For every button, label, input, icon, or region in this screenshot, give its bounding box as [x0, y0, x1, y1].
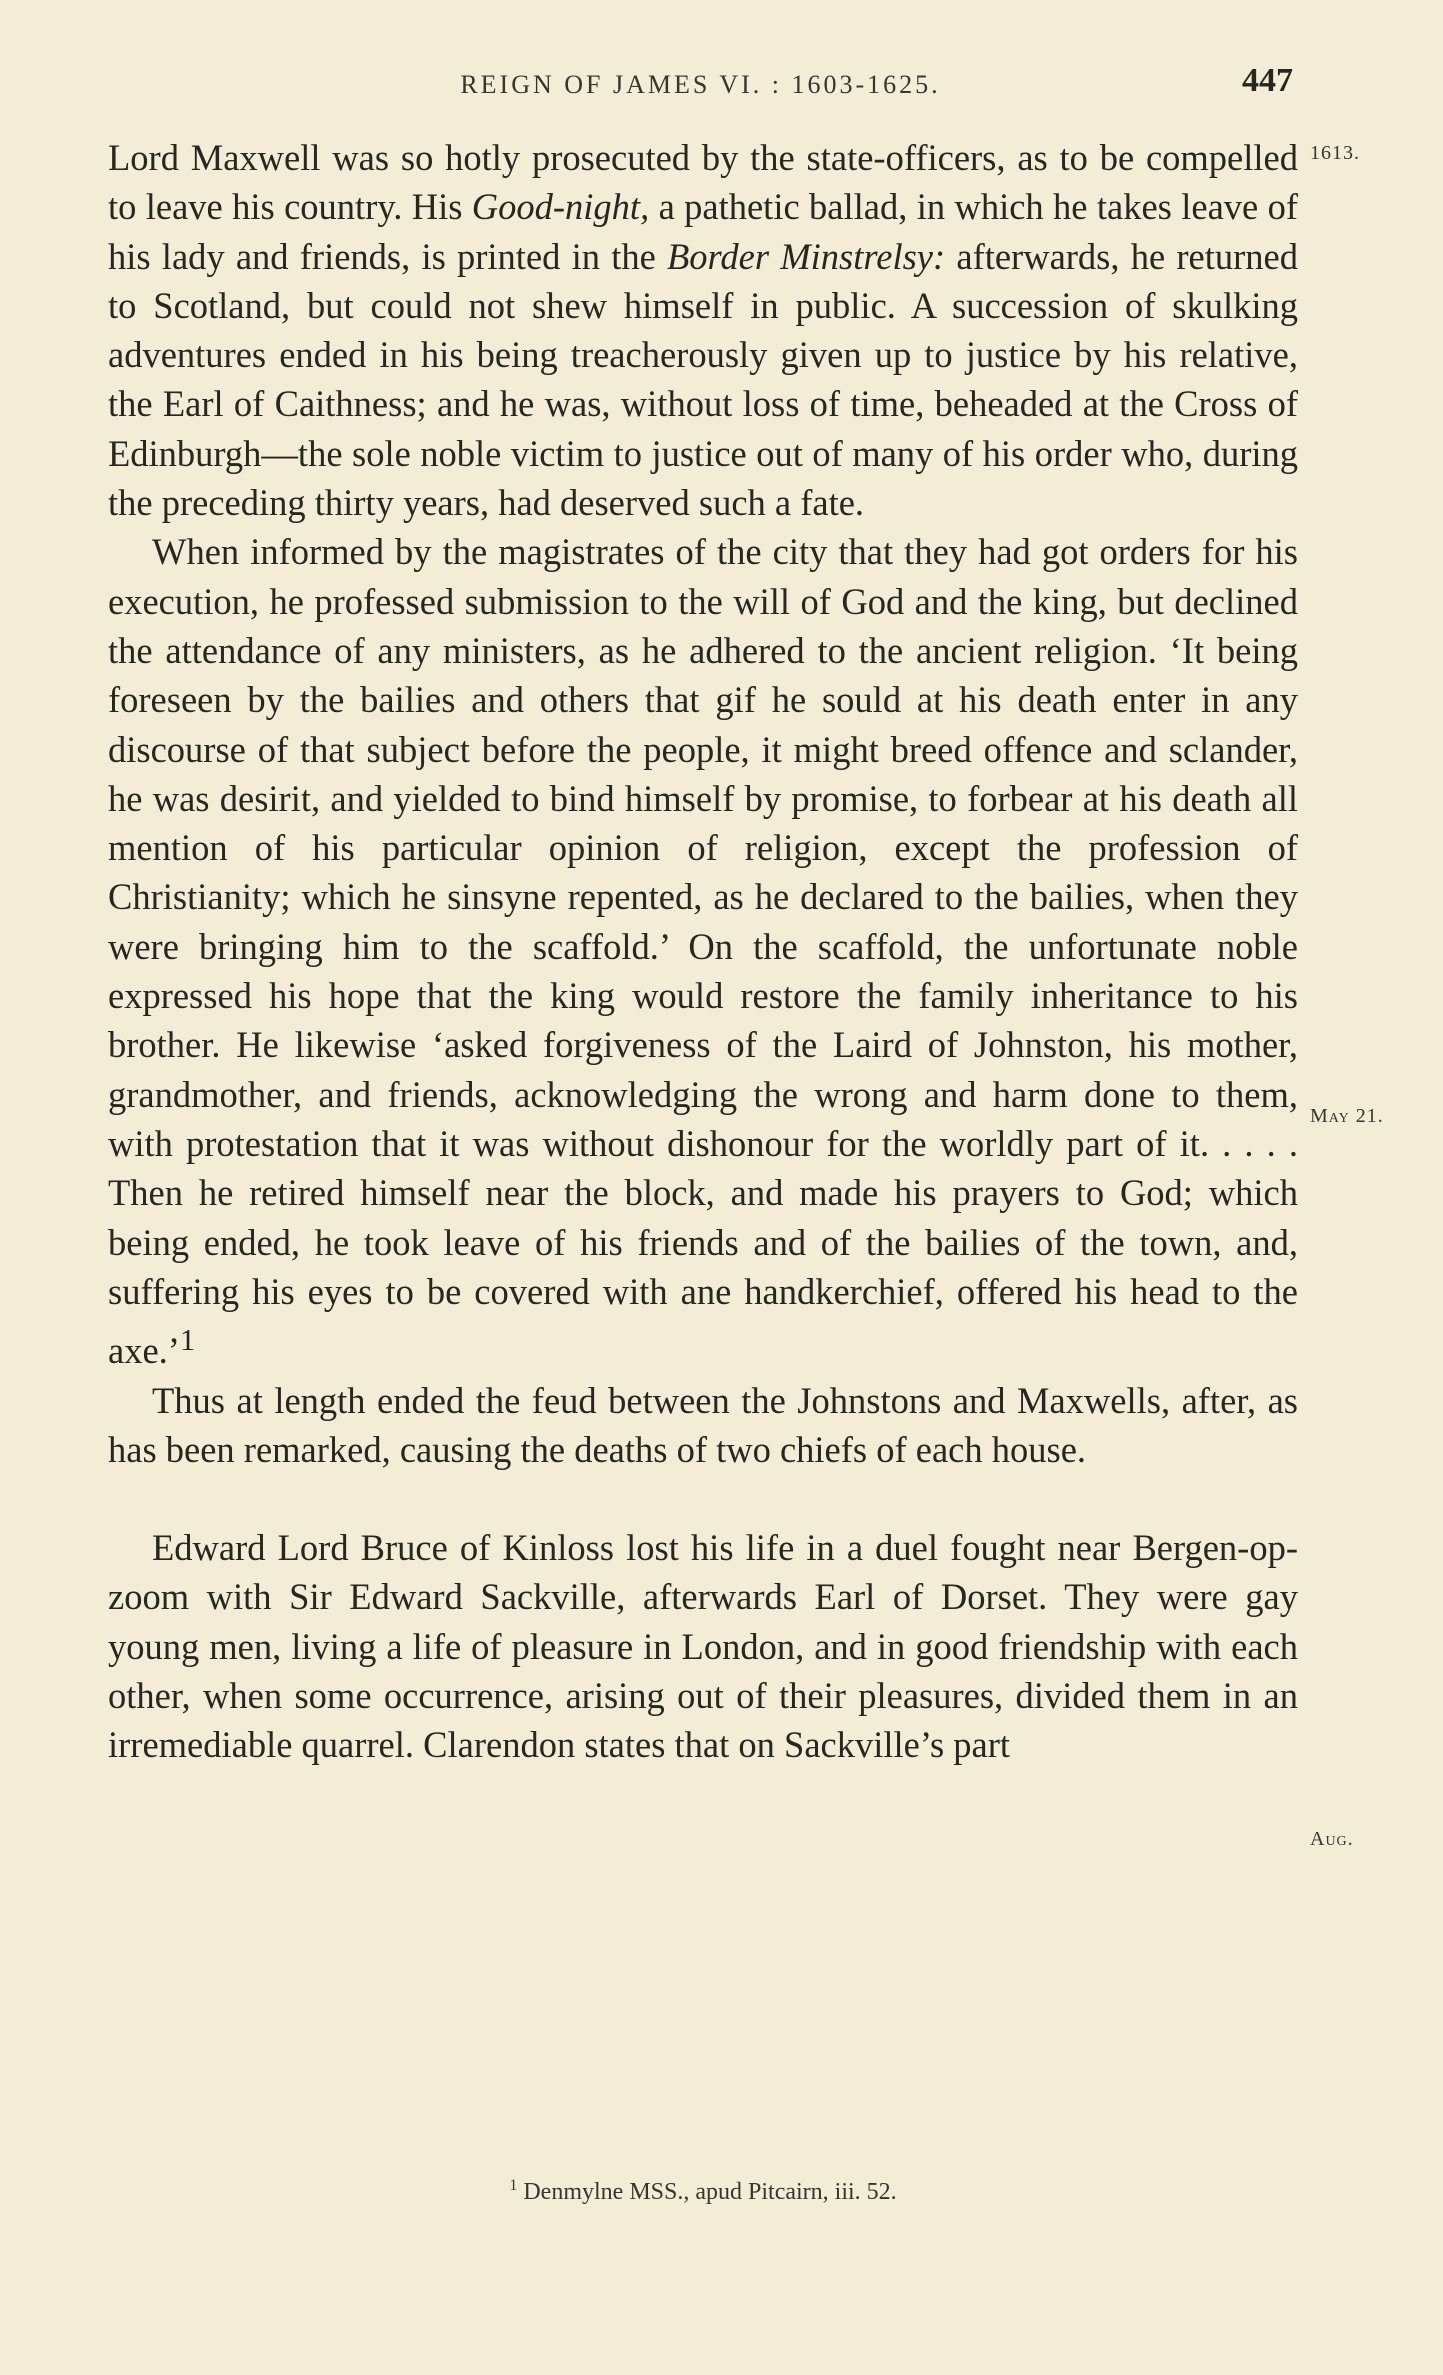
margin-note-year: 1613.	[1310, 142, 1360, 164]
paragraph-2: When informed by the magistrates of the city that they had got orders for his execution, he professed submission to the will of God and the king, but declined the attendance of any ministers, as he adhered to the ancient religion. ‘It being foreseen by the bailies and others that gif he sould at his death enter in any discourse of that subject before the people, it might breed offence and sclander, he was desirit, and yielded to bind himself by promise, to forbear at his death all mention of his particular opinion of religion, except the profession of Christianity; which he sinsyne repented, as he declared to the bailies, when they were bringing him to the scaffold.’ On the scaffold, the unfortunate noble expressed his hope that the king would restore the family inheritance to his brother. He likewise ‘asked forgiveness of the Laird of Johnston, his mother, grandmother, and friends, acknowledging the wrong and harm done to them, with protestation that it was without dishonour for the worldly part of it. . . . . Then he retired himself near the block, and made his prayers to God; which being ended, he took leave of his friends and of the bailies of the town, and, suffering his eyes to be covered with ane handkerchief, offered his head to the axe.’$^1$	[108, 531, 1298, 1372]
footnote	[108, 2177, 1298, 2206]
footnote-text: Denmylne MSS., apud Pitcairn, iii. 52.	[517, 2179, 897, 2205]
paragraph-1: Lord Maxwell was so hotly prosecuted by the state-officers, as to be compelled to leave his country. His Good-night, a pathetic ballad, in which he takes leave of his lady and friends, is printed in the Border Minstrelsy: afterwards, he returned to Scotland, but could not shew himself in public. A succession of skulking adventures ended in his being treacherously given up to justice by his relative, the Earl of Caithness; and he was, without loss of time, beheaded at the Cross of Edinburgh—the sole noble victim to justice out of many of his order who, during the preceding thirty years, had deserved such a fate.	[108, 137, 1298, 524]
running-header	[108, 62, 1293, 112]
margin-note-may: May 21.	[1310, 1105, 1384, 1127]
page-number: 447	[1242, 62, 1293, 99]
running-title: REIGN OF JAMES VI. : 1603-1625.	[460, 70, 941, 99]
footnote-marker: 1	[509, 2177, 518, 2194]
body-text	[108, 133, 1298, 1770]
title-border-minstrelsy: Border Minstrelsy:	[667, 235, 946, 277]
paragraph-3: Thus at length ended the feud between the Johnstons and Maxwells, after, as has been remarked, causing the deaths of two chiefs of each house.	[108, 1379, 1298, 1470]
paragraph-4: Edward Lord Bruce of Kinloss lost his life in a duel fought near Bergen-op-zoom with Sir Edward Sackville, afterwards Earl of Dorset. They were gay young men, living a life of pleasure in London, and in good friendship with each other, when some occurrence, arising out of their pleasures, divided them in an irremediable quarrel. Clarendon states that on Sackville’s part	[108, 1527, 1298, 1766]
margin-note-aug: Aug.	[1310, 1828, 1354, 1850]
title-good-night: Good-night,	[471, 186, 650, 228]
footnote-ref: 1	[179, 1323, 196, 1358]
